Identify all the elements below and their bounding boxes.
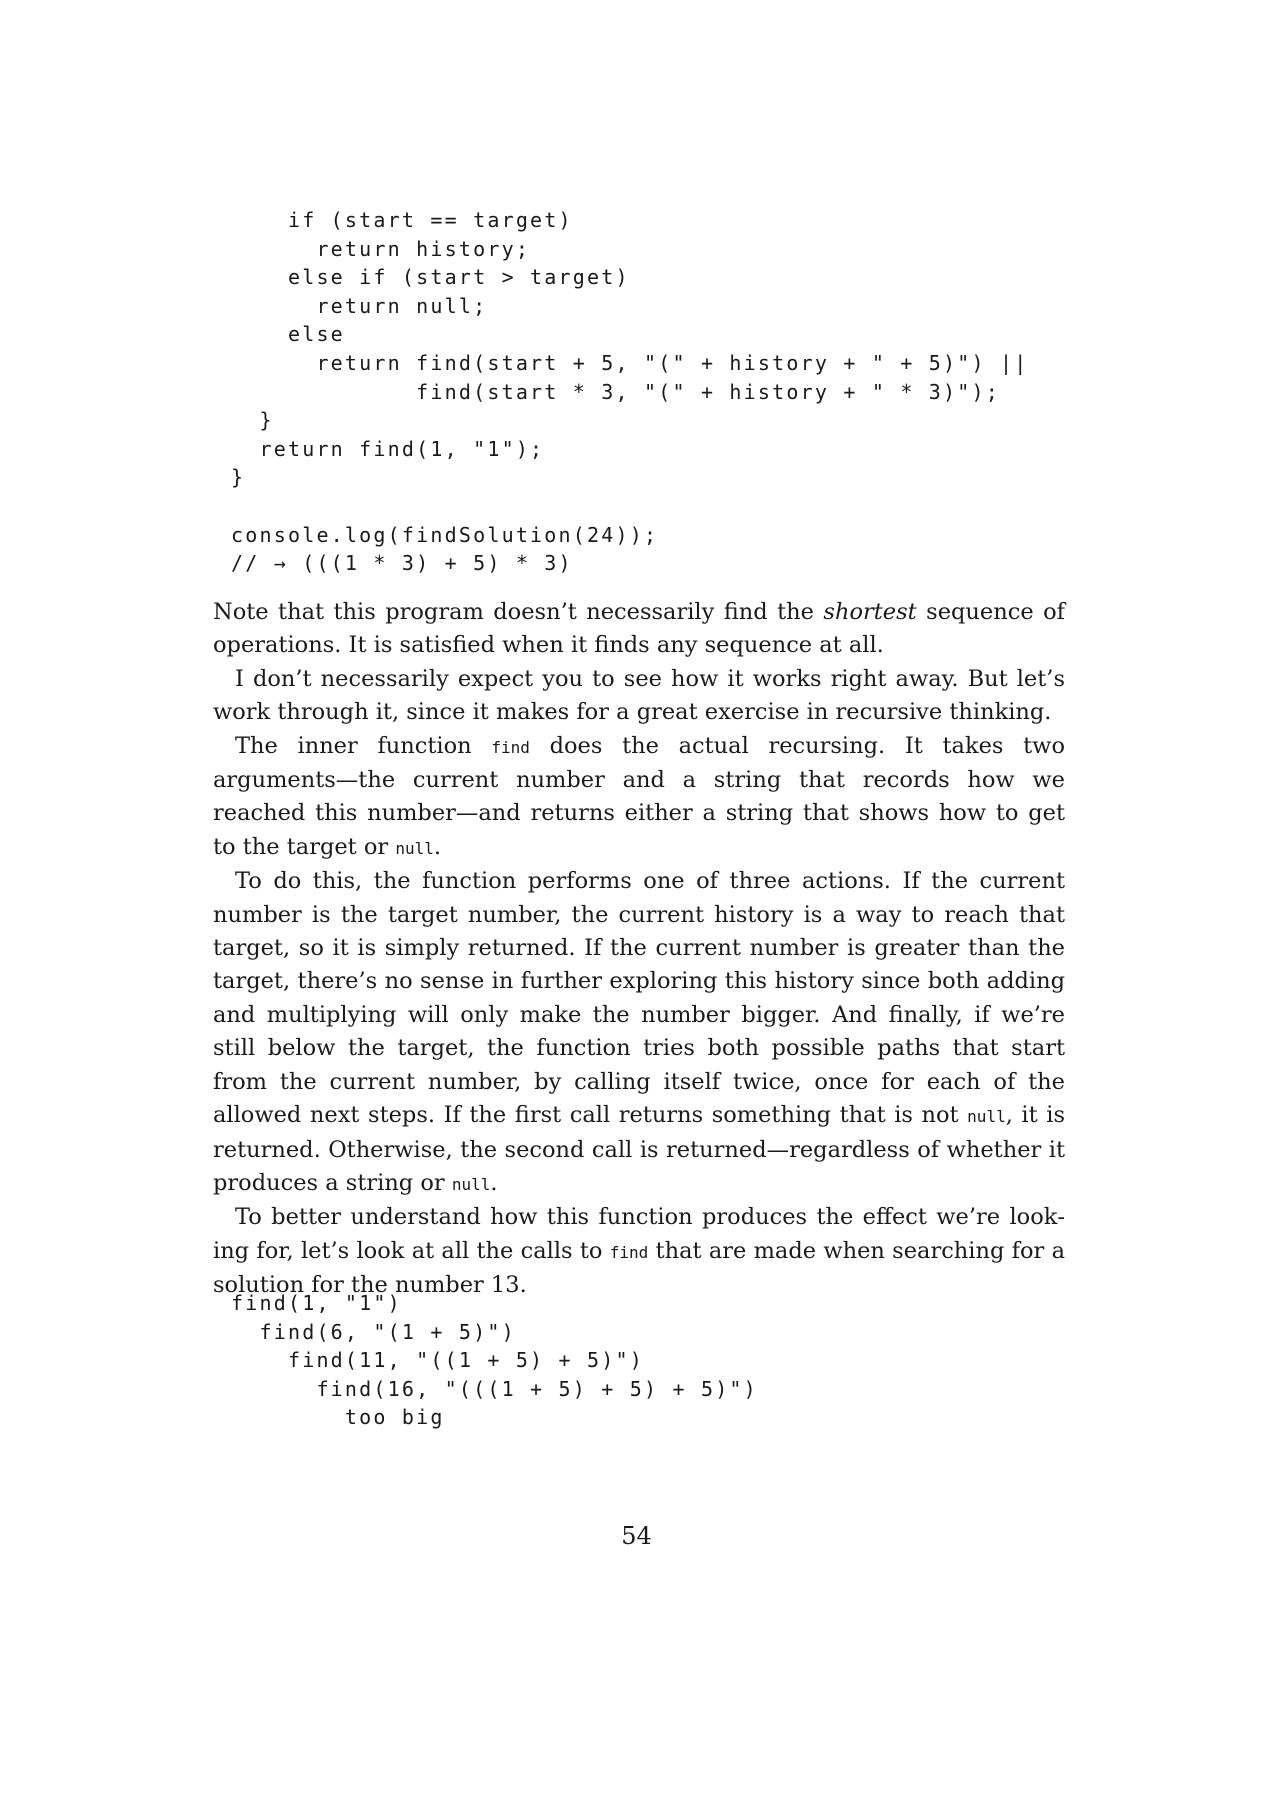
inline-code: null bbox=[395, 838, 434, 858]
code-line: find(16, "(((1 + 5) + 5) + 5)") bbox=[231, 1376, 758, 1401]
paragraph bbox=[213, 865, 1065, 1201]
text-run: . bbox=[433, 833, 442, 860]
inline-code: null bbox=[967, 1107, 1006, 1127]
body-text bbox=[213, 596, 1065, 1303]
paragraph bbox=[213, 596, 1065, 663]
page-number: 54 bbox=[621, 1522, 652, 1550]
code-line: return find(start + 5, "(" + history + " + 5)") || bbox=[231, 350, 1029, 375]
paragraph bbox=[213, 663, 1065, 730]
code-line: too big bbox=[231, 1405, 445, 1430]
inline-code: find bbox=[491, 737, 530, 757]
emphasis-text: shortest bbox=[823, 599, 917, 625]
code-block-find-solution bbox=[231, 206, 1029, 578]
code-line: return history; bbox=[231, 236, 531, 261]
text-run: Note that this program doesn’t necessarily find the bbox=[213, 599, 824, 625]
text-run: To do this, the function performs one of three actions. If the current number is the target number, the current history is a way to reach that target, so it is simply returned. If the current number is greater than the target, there’s no sense in further exploring this history since both adding and multiplying will only make the number bigger. And finally, if we’re still below the target, the function tries both possible paths that start from the current number, by calling itself twice, once for each of the allowed next steps. If the first call returns something that is not bbox=[213, 868, 1065, 1129]
code-line: // → (((1 * 3) + 5) * 3) bbox=[231, 551, 573, 576]
code-line: else if (start > target) bbox=[231, 265, 630, 290]
text-run: that are made when searching for a solution for the number 13. bbox=[213, 1237, 1065, 1299]
code-line: find(6, "(1 + 5)") bbox=[231, 1319, 516, 1344]
text-run: To better understand how this function produces the effect we’re looking for, let’s look at all the calls to bbox=[213, 1204, 1065, 1264]
text-run: sequence of operations. It is satisfied when it finds any sequence at all. bbox=[213, 599, 1065, 659]
code-line: find(1, "1") bbox=[231, 1291, 402, 1315]
code-line: } bbox=[231, 465, 246, 490]
text-run: . bbox=[490, 1169, 498, 1196]
text-run: I don’t necessarily expect you to see how it works right away. But let’s work through it, since it makes for a great exercise in recursive thinking. bbox=[213, 665, 1065, 726]
paragraph bbox=[213, 730, 1065, 866]
paragraph bbox=[213, 1201, 1065, 1302]
text-run: does the actual recursing. It takes two arguments—the current number and a string that records how we reached this number—and returns either a string that shows how to get to the target or bbox=[213, 732, 1065, 860]
code-line: find(start * 3, "(" + history + " * 3)"); bbox=[231, 379, 1001, 404]
inline-code: null bbox=[451, 1174, 491, 1194]
code-line: } bbox=[231, 408, 274, 433]
code-line: if (start == target) bbox=[231, 208, 573, 232]
inline-code: find bbox=[609, 1242, 649, 1262]
code-line: console.log(findSolution(24)); bbox=[231, 522, 659, 547]
code-block-call-trace bbox=[231, 1289, 758, 1432]
text-run: The inner function bbox=[235, 732, 492, 759]
code-line: return null; bbox=[231, 293, 488, 318]
text-run: , it is returned. Otherwise, the second call is returned—regardless of whether it produces a string or bbox=[213, 1102, 1065, 1196]
code-line: return find(1, "1"); bbox=[231, 436, 545, 461]
code-line: find(11, "((1 + 5) + 5)") bbox=[231, 1348, 644, 1373]
code-line: else bbox=[231, 322, 345, 347]
